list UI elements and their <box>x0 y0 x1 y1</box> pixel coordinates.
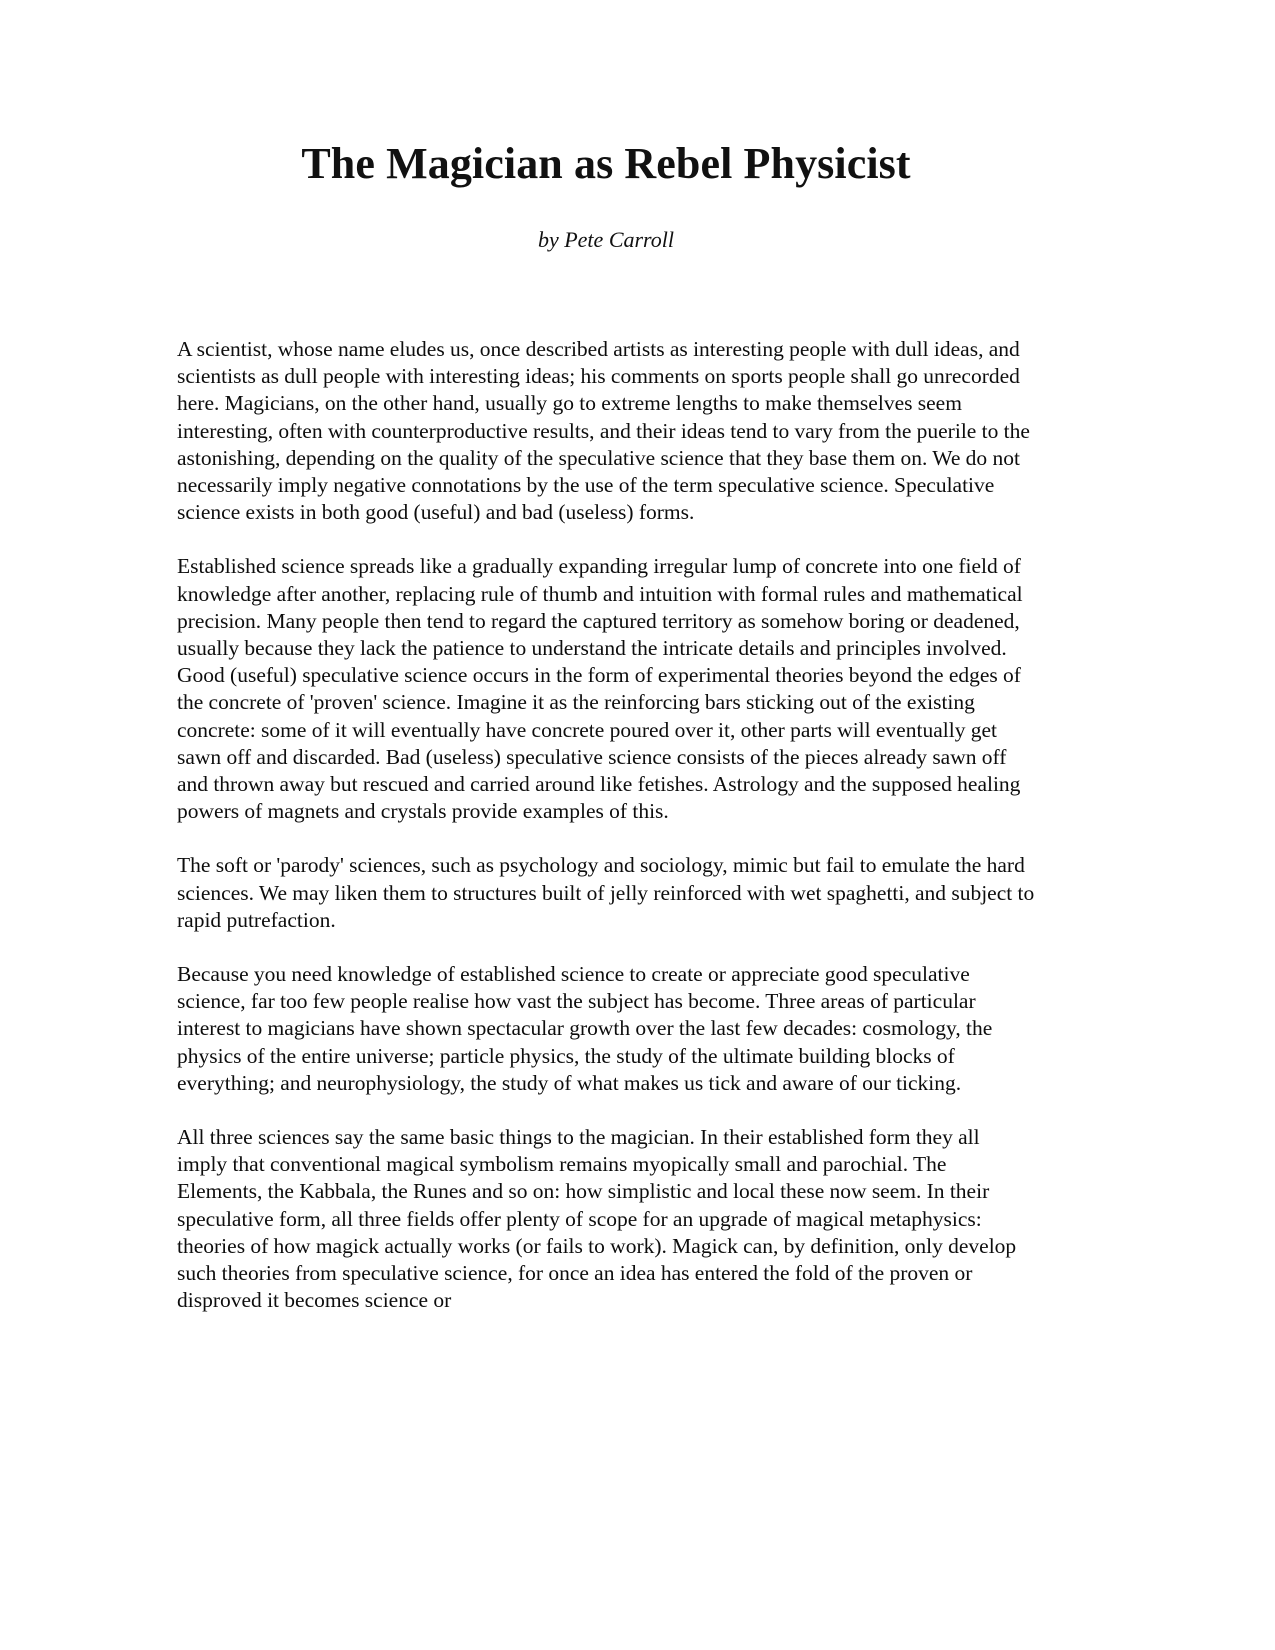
author-byline: by Pete Carroll <box>537 227 675 252</box>
body-text <box>177 336 1035 1315</box>
page-title: The Magician as Rebel Physicist <box>301 139 911 188</box>
paragraph: Because you need knowledge of established science to create or appreciate good speculative science, far too few people realise how vast the subject has become. Three areas of particular interest to magicians have shown spectacular growth over the last few decades: cosmology, the physics of the entire universe; particle physics, the study of the ultimate building blocks of everything; and neurophysiology, the study of what makes us tick and aware of our ticking. <box>177 962 993 1095</box>
paragraph: Established science spreads like a gradually expanding irregular lump of concrete into one field of knowledge after another, replacing rule of thumb and intuition with formal rules and mathematical precision. Many people then tend to regard the captured territory as somehow boring or deadened, usually because they lack the patience to understand the intricate details and principles involved. Good (useful) speculative science occurs in the form of experimental theories beyond the edges of the concrete of 'proven' science. Imagine it as the reinforcing bars sticking out of the existing concrete: some of it will eventually have concrete poured over it, other parts will eventually get sawn off and discarded. Bad (useless) speculative science consists of the pieces already sawn off and thrown away but rescued and carried around like fetishes. Astrology and the supposed healing powers of magnets and crystals provide examples of this. <box>177 554 1023 824</box>
paragraph: All three sciences say the same basic things to the magician. In their established form they all imply that conventional magical symbolism remains myopically small and parochial. The Elements, the Kabbala, the Runes and so on: how simplistic and local these now seem. In their speculative form, all three fields offer plenty of scope for an upgrade of magical metaphysics: theories of how magick actually works (or fails to work). Magick can, by definition, only develop such theories from speculative science, for once an idea has entered the fold of the proven or disproved it becomes science or <box>177 1125 1017 1313</box>
paragraph: A scientist, whose name eludes us, once described artists as interesting people with dull ideas, and scientists as dull people with interesting ideas; his comments on sports people shall go unrecorded here. Magicians, on the other hand, usually go to extreme lengths to make themselves seem interesting, often with counterproductive results, and their ideas tend to vary from the puerile to the astonishing, depending on the quality of the speculative science that they base them on. We do not necessarily imply negative connotations by the use of the term speculative science. Speculative science exists in both good (useful) and bad (useless) forms. <box>177 337 1030 525</box>
paragraph: The soft or 'parody' sciences, such as psychology and sociology, mimic but fail to emulate the hard sciences. We may liken them to structures built of jelly reinforced with wet spaghetti, and subject to rapid putrefaction. <box>177 853 1035 932</box>
